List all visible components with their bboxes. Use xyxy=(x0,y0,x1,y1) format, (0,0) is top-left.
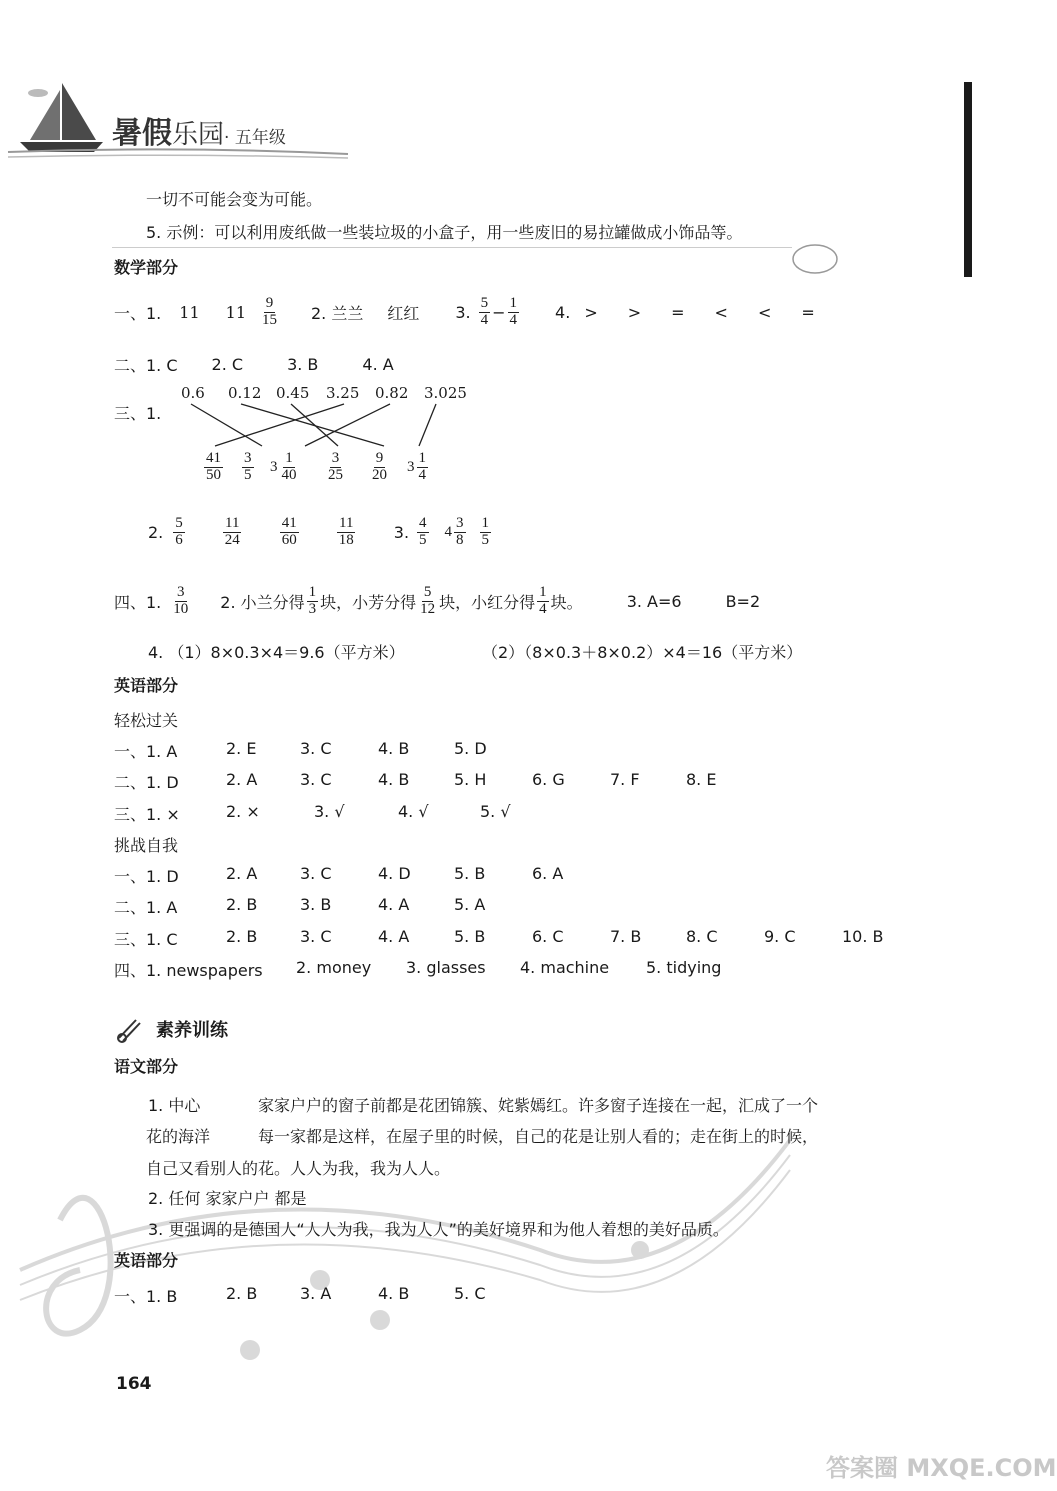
match-bottom-6: 3 $\frac{1}{4}$ xyxy=(407,450,426,483)
training-q1c: 花的海洋 xyxy=(146,1127,211,1146)
math-3-q3-b: 4 $\frac{3}{8}$ xyxy=(444,515,464,548)
training-chinese-heading: 语文部分 xyxy=(114,1057,179,1076)
training-q2: 2. 任何 家家户户 都是 xyxy=(148,1189,307,1208)
math-4-q4a: 4. （1）8×0.3×4＝9.6（平方米） xyxy=(148,643,405,662)
chinese-line-2: 5. 示例：可以利用废纸做一些装垃圾的小盒子，用一些废旧的易拉罐做成小饰品等。 xyxy=(146,223,743,242)
match-top-3: 0.45 xyxy=(276,384,310,402)
training-q1e: 自己又看别人的花。人人为我，我为人人。 xyxy=(146,1159,451,1178)
header-title: 暑假 xyxy=(112,116,172,151)
training-q1a: 1. 中心 xyxy=(148,1096,201,1115)
math-1-a1: 11 xyxy=(179,302,200,322)
math-1-sign-6: = xyxy=(801,302,815,322)
math-4-q3: 3. A=6 xyxy=(626,591,682,611)
math-3-q2-row xyxy=(148,516,493,549)
math-1-q2b: 红红 xyxy=(387,303,420,323)
math-1-fraction: $\frac{9}{15}$ xyxy=(262,295,277,328)
english-challenge-heading: 挑战自我 xyxy=(114,836,179,855)
training-heading: 素养训练 xyxy=(156,1020,228,1041)
header-subtitle: · 五年级 xyxy=(224,128,286,148)
math-1-sign-4: < xyxy=(714,302,728,322)
match-bottom-5: $\frac{9}{20}$ xyxy=(372,450,387,483)
watermark: 答案圈 MXQE.COM xyxy=(826,1454,1057,1482)
math-3-q2: 2. xyxy=(148,522,164,542)
header-title-2: 乐园 xyxy=(172,120,225,150)
math-1-q3-frac-b: $\frac{1}{4}$ xyxy=(509,295,518,328)
math-4-q3b: B=2 xyxy=(725,591,761,611)
math-3-label: 三、1. xyxy=(114,404,162,423)
math-3-q3: 3. xyxy=(393,522,410,542)
math-4-q2a: 2. 小兰分得 xyxy=(220,592,305,612)
match-bottom-3: 3 $\frac{1}{40}$ xyxy=(270,450,297,483)
training-english-heading: 英语部分 xyxy=(114,1251,179,1270)
math-4-f3: $\frac{5}{12}$ xyxy=(420,584,436,617)
chinese-line-1: 一切不可能会变为可能。 xyxy=(146,190,323,209)
math-1-q4: 4. xyxy=(555,302,571,322)
math-3-q2-f3: $\frac{41}{60}$ xyxy=(281,515,297,548)
math-1-label: 一、1. xyxy=(114,303,162,323)
training-q3: 3. 更强调的是德国人“人人为我，我为人人”的美好境界和为他人着想的美好品质。 xyxy=(148,1220,729,1239)
page-number: 164 xyxy=(116,1374,152,1394)
math-1-a2: 11 xyxy=(225,302,246,322)
training-q1d: 每一家都是这样，在屋子里的时候，自己的花是让别人看的；走在街上的时候， xyxy=(258,1127,819,1146)
math-4-f1: $\frac{3}{10}$ xyxy=(173,584,189,617)
match-bottom-2: $\frac{3}{5}$ xyxy=(244,450,252,483)
math-1-sign-1: > xyxy=(584,302,598,322)
training-q1b: 家家户户的窗子前都是花团锦簇、姹紫嫣红。许多窗子连接在一起，汇成了一个 xyxy=(258,1096,819,1115)
match-bottom-1: $\frac{41}{50}$ xyxy=(206,450,221,483)
match-top-1: 0.6 xyxy=(181,384,205,402)
match-top-4: 3.25 xyxy=(326,384,360,402)
math-2-a4: 4. A xyxy=(362,355,394,374)
match-top-2: 0.12 xyxy=(228,384,262,402)
math-heading: 数学部分 xyxy=(114,258,179,277)
math-4-f2: $\frac{1}{3}$ xyxy=(308,584,317,617)
math-4-q2c: 块，小红分得 xyxy=(439,592,536,612)
match-lines xyxy=(0,0,1000,500)
match-top-6: 3.025 xyxy=(424,384,467,402)
match-top-5: 0.82 xyxy=(375,384,409,402)
math-4-label: 四、1. xyxy=(114,592,162,612)
math-3-q2-f4: $\frac{11}{18}$ xyxy=(338,515,354,548)
math-1-q3: 3. xyxy=(455,302,471,322)
math-3-q2-f1: $\frac{5}{6}$ xyxy=(175,515,183,548)
math-2-a1: 二、1. C xyxy=(114,356,178,375)
math-3-q2-f2: $\frac{11}{24}$ xyxy=(224,515,240,548)
math-4-f4: $\frac{1}{4}$ xyxy=(539,584,547,617)
math-1-sign-3: = xyxy=(671,302,685,322)
math-1-sign-5: < xyxy=(757,302,772,322)
math-3-q3-a: $\frac{4}{5}$ xyxy=(419,515,427,548)
math-4-q2d: 块。 xyxy=(550,592,583,612)
math-row-4 xyxy=(114,585,760,618)
math-1-sign-2: > xyxy=(627,302,642,322)
math-4-q2b: 块，小芳分得 xyxy=(320,592,417,612)
english-heading: 英语部分 xyxy=(114,676,179,695)
math-3-q3-c: $\frac{1}{5}$ xyxy=(481,515,490,548)
math-1-q2: 2. 兰兰 xyxy=(311,303,364,323)
english-easy-heading: 轻松过关 xyxy=(114,711,179,730)
math-1-q3-minus: − xyxy=(492,302,506,322)
math-2-a2: 2. C xyxy=(211,355,244,374)
math-4-q4b: （2）（8×0.3＋8×0.2）×4＝16（平方米） xyxy=(482,643,803,662)
match-bottom-4: $\frac{3}{25}$ xyxy=(328,450,343,483)
scroll-icon xyxy=(114,1014,144,1044)
math-2-a3: 3. B xyxy=(287,355,319,374)
math-1-q3-frac-a: $\frac{5}{4}$ xyxy=(480,295,489,328)
